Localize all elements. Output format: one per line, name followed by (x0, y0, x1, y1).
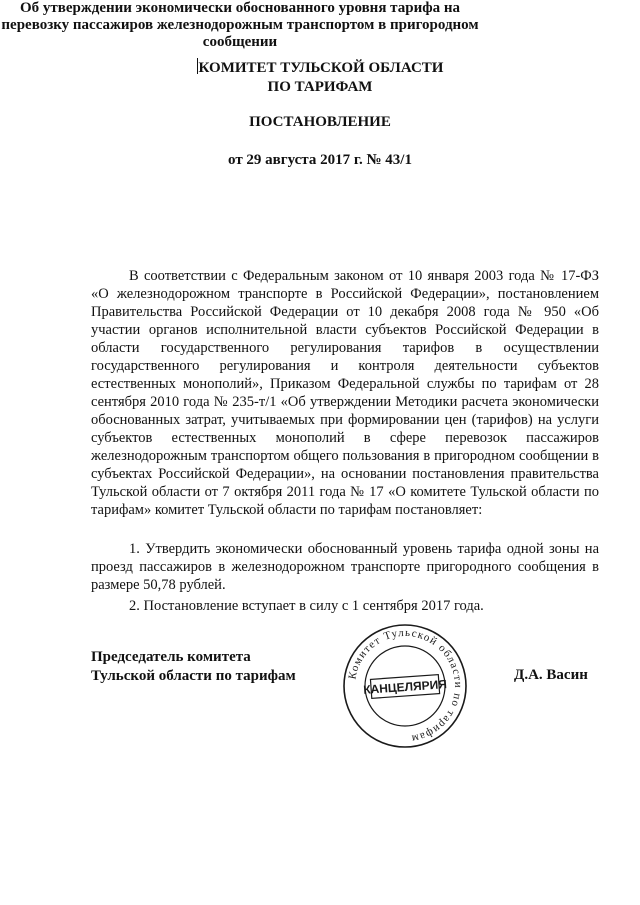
office-stamp (342, 623, 468, 749)
body-item-1 (91, 540, 599, 594)
text-cursor (197, 58, 198, 74)
document-date-number: от 29 августа 2017 г. № 43/1 (228, 152, 412, 168)
item-1-text: 1. Утвердить экономически обоснованный уровень тарифа одной зоны на проезд пассажиров в железнодорожном транспорте пригородного сообщения в размере 50,78 рублей. (91, 541, 599, 593)
body-preamble (91, 267, 599, 519)
signatory-name: Д.А. Васин (514, 667, 588, 683)
stamp-ring-text: Комитет Тульской области по тарифам (346, 626, 465, 745)
signatory-title-line-1: Председатель комитета (91, 649, 251, 665)
document-type: ПОСТАНОВЛЕНИЕ (249, 114, 391, 130)
committee-line-2: ПО ТАРИФАМ (267, 79, 373, 95)
committee-header (0, 58, 640, 97)
item-2-text: 2. Постановление вступает в силу с 1 сентября 2017 года. (129, 598, 484, 614)
signatory-title (91, 648, 296, 686)
committee-line-1 (0, 58, 640, 78)
signatory-title-line-2: Тульской области по тарифам (91, 668, 296, 684)
body-item-2 (91, 597, 599, 615)
committee-line-1-text: КОМИТЕТ ТУЛЬСКОЙ ОБЛАСТИ (198, 60, 444, 76)
preamble-text: В соответствии с Федеральным законом от 10 января 2003 года № 17-ФЗ «О железнодорожном транспорте в Российской Федерации», постановлением Правительства Российской Федерации от 10 декабря 2008 года № 950 «Об участии органов исполнительной власти субъектов Российской Федерации в области государственного регулирования тарифов в осуществлении государственного регулирования и контроля деятельности субъектов естественных монополий», Приказом Федеральной службы по тарифам от 28 сентября 2010 года № 235-т/1 «Об утверждении Методики расчета экономически обоснованных затрат, учитываемых при формировании цен (тарифов) на услуги субъектов естественных монополий в сфере перевозок пассажиров железнодорожным транспортом общего пользования в пригородном сообщении в субъектах Российской Федерации», на основании постановления правительства Тульской области от 7 октября 2011 года № 17 «О комитете Тульской области по тарифам» комитет Тульской области по тарифам постановляет: (91, 268, 599, 518)
stamp-center-text: КАНЦЕЛЯРИЯ (362, 677, 448, 697)
document-subject: Об утверждении экономически обоснованного уровня тарифа на перевозку пассажиров железнодорожным транспортом в пригородном сообщении (1, 0, 479, 50)
